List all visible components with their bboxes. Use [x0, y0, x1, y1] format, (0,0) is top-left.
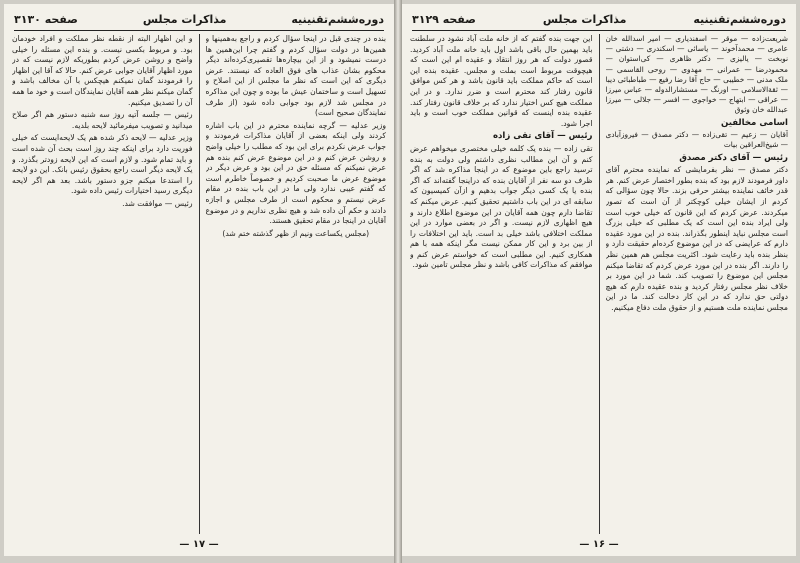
speaker-heading: رئیس — آقای دکتر مصدق: [679, 152, 788, 163]
right-header-page: صفحه ۳۱۲۹: [412, 12, 476, 26]
left-page-header: [14, 8, 384, 31]
session-end-note: (مجلس یکساعت ونیم از ظهر گذشته ختم شد): [222, 228, 370, 238]
right-page: [402, 4, 796, 556]
paragraph: وزیر عدلیه — گرچه نماینده محترم در این باب اشاره کردند ولی اینکه بعضی از آقایان مذاکرات فرمودند و جواب عرض نکردم برای این بود که مطلب را خیلی واضح و روشن عرض کنم و در این موضوع عرض کنم بنده هم عرض نمیکنم که مسئله حق در این بود و عرض دیگر در موضوع عرض ما صحبت کردیم و خصوصاً خاطرم است که گفتم عیبی ندارد ولی ما در این باب بنده در مقام عرض نیستم و محکوم است از طرف مجلس و اجازه دادند و حکم آن داده شد و هیچ نظری نداریم و در موضوع آقایان در اینجا در مقام تحقیق هستند.: [205, 120, 386, 226]
column-divider: [599, 34, 600, 534]
paragraph: تقی زاده — بنده یک کلمه خیلی مختصری میخواهم عرض کنم و آن این مطالب نظری داشتم ولی دولت به بنده ترسید راجع باین موضوع که در اینجا مذاکره شد که اگر ظرف دو سه نفر از آقایان بنده که دراینجا گفته‌اند که اگر بنده یا یک کسی دیگر جواب بدهیم و ازآن کمیسیون که سابقه ای در این باب داشتیم تحقیق کنیم. عرض میکنم که تقاضا دارم چون همه آقایان در این موضوع اطلاع دارند و هیچ اظهاری لازم نیست. و اگر در بعضی موارد در این مملکت اختلافی باشد خیلی بد است. باید این اختلافات را از بین برد و این کار ممکن نیست مگر اینکه همه با هم همکاری کنیم. این مطلبی است که خواستم عرض کنم و موافقم که مذاکرات کافی باشد و نظر مجلس تامین شود.: [410, 143, 593, 270]
right-page-columns: [410, 34, 788, 534]
paragraph: رئیس — موافقت شد.: [122, 198, 193, 208]
paragraph: بنده در چندی قبل در اینجا سؤال کردم و راجع به‌همینها و همین‌ها در دولت سؤال کردم و گفتم چرا این‌همین ها درست نمیشود و از این بیچاره‌ها تقصیری‌کرده‌اند دیگر محکوم بشان عذاب های فوق العاده که نیستند. عرض دیگری که این است که نظر ما مجلس از این اصلاح و تسهیل است و ساختمان عیش ما بوده و چون این مذاکره در مجلس شد لازم بود جوابی داده شود (از طرف نمایندگان صحیح است): [205, 34, 386, 118]
right-header-volume: دوره‌ششم‌تقنینیه: [693, 12, 786, 26]
left-page: [4, 4, 394, 556]
left-page-number: — ۱۷ —: [179, 539, 219, 550]
right-page-header: [412, 8, 786, 31]
right-page-column-left: [410, 34, 593, 534]
left-header-volume: دوره‌ششم‌تقنینیه: [291, 12, 384, 26]
paragraph: و این اظهار البته از نقطه نظر مملکت و افراد خودمان بود. و مربوط بکسی نیست. و بنده این مسئله را خیلی واضح و روشن عرض کردم بطوریکه لازم نیست که در مورد اظهار آقایان جوابی عرض کنم. حالا که آقا این اظهار را فرمودند گمان نمیکنم هیچکس با آن مخالف باشد و گمان میکنم نظر همه آقایان نمایندگان است و خود ما همه آن را تصدیق میکنیم.: [12, 34, 193, 107]
paragraph: وزیر عدلیه — لایحه ذکر شده هم یک لایحه‌ایست که خیلی فوریت دارد برای اینکه چند روز است بحث آن شده است و باید تمام شود. و لازم است که این لایحه زودتر بگذرد. و یک لایحه دیگر است راجع بحقوق رئیس بانک. این دو لایحه را استدعا میکنم جزو دستور باشد. بعد هم اگر لایحه دیگری رسید اختیارات رئیس داده شود.: [12, 133, 193, 196]
paragraph: رئیس — جلسه آتیه روز سه شنبه دستور هم اگر صلاح میدانید و تصویب میفرمائید لایحه بلدیه.: [12, 110, 193, 130]
paragraph: این جهت بنده گفتم که از خانه ملت آباد نشود در سلطنت باید بهمین حال باقی باشد اول باید خانه ملت آباد کردید. قصور دولت که هر روز انتقاد و عقیده ام این است که هیچوقت مربوط است بملت و مجلس. عقیده بنده این است که حاکم مملکت باید قانون باشد و هر کس موافق قانون رفتار کند محترم است و ضرر ندارد. و در این مملکت هیچ کس اختیار ندارد که بر خلاف قانون رفتار کند. عقیده بنده اینست که قوانین مملکت خوب است و باید اجرا شود.: [410, 34, 593, 128]
right-header-title: مذاکرات مجلس: [542, 12, 627, 26]
speaker-heading: رئیس — آقای تقی زاده: [492, 131, 593, 142]
left-header-title: مذاکرات مجلس: [142, 12, 227, 26]
left-header-page: صفحه ۳۱۳۰: [14, 12, 78, 26]
paragraph: دکتر مصدق — نظر بفرمایشی که نماینده محترم آقای داور فرمودند لازم بود که بنده بطور اختصار عرض کنم. هر قدر خائف نماینده بیشتر حرفی بزند. حالا چون سؤالی که کردم از ایشان خیلی کوچکتر از آن است که تصور میکردند. عرض کردم که این قانون که خیلی خوب است ولی ایراد بنده این است که یک مطلبی که خیلی بزرگ است مجلس نباید اینطور بگذراند. بنده در این مورد عقیده دارم که عرایضی که در این موضوع کرده‌ام حقیقت دارد و بنظر بنده باید رعایت شود. اکثریت مجلس هم همین نظر را دارند. اگر بنده در این مورد عرض کردم که تقاضا میکنم مجلس این موضوع را تصویب کند. شما در این مورد بر خلاف نظر مجلس رفتار کردید و بنده عقیده دارم که هیچ دولتی حق ندارد که در این کار دخالت کند. ما در این مجلس نماینده ملت هستیم و از حقوق ملت دفاع میکنیم.: [605, 165, 788, 312]
left-page-columns: [12, 34, 386, 534]
left-page-column-right: [206, 34, 387, 534]
opponents-heading: اسامی مخالفین: [720, 117, 788, 128]
left-page-column-left: [12, 34, 193, 534]
opponent-names-list: آقایان — زعیم — تقی‌زاده — دکتر مصدق — فیروزآبادی — شیخ‌العراقین بیات: [605, 130, 788, 150]
right-page-number: — ۱۶ —: [579, 539, 619, 550]
right-page-column-right: [606, 34, 789, 534]
member-names-list: شریعت‌زاده — موقر — اسفندیاری — امیر اسدالله خان عامری — محمدآخوند — یاسائی — اسکندری — دشتی — نوبخت — یالیزی — دکتر ظاهری — کی‌استوان — محمودرضا — عمرانی — مهدوی — روحی القاسمی — ملک مدنی — خطیبی — حاج آقا رضا رفیع — طباطبائی دیبا — ثقةالاسلامی — اورنگ — مستشارالدوله — عباس میرزا — عراقی — ابتهاج — خواجوی — افسر — جلالی — میرزا عبدالله خان وثوق: [605, 34, 788, 115]
column-divider: [199, 34, 200, 534]
book-gutter: [394, 0, 402, 563]
